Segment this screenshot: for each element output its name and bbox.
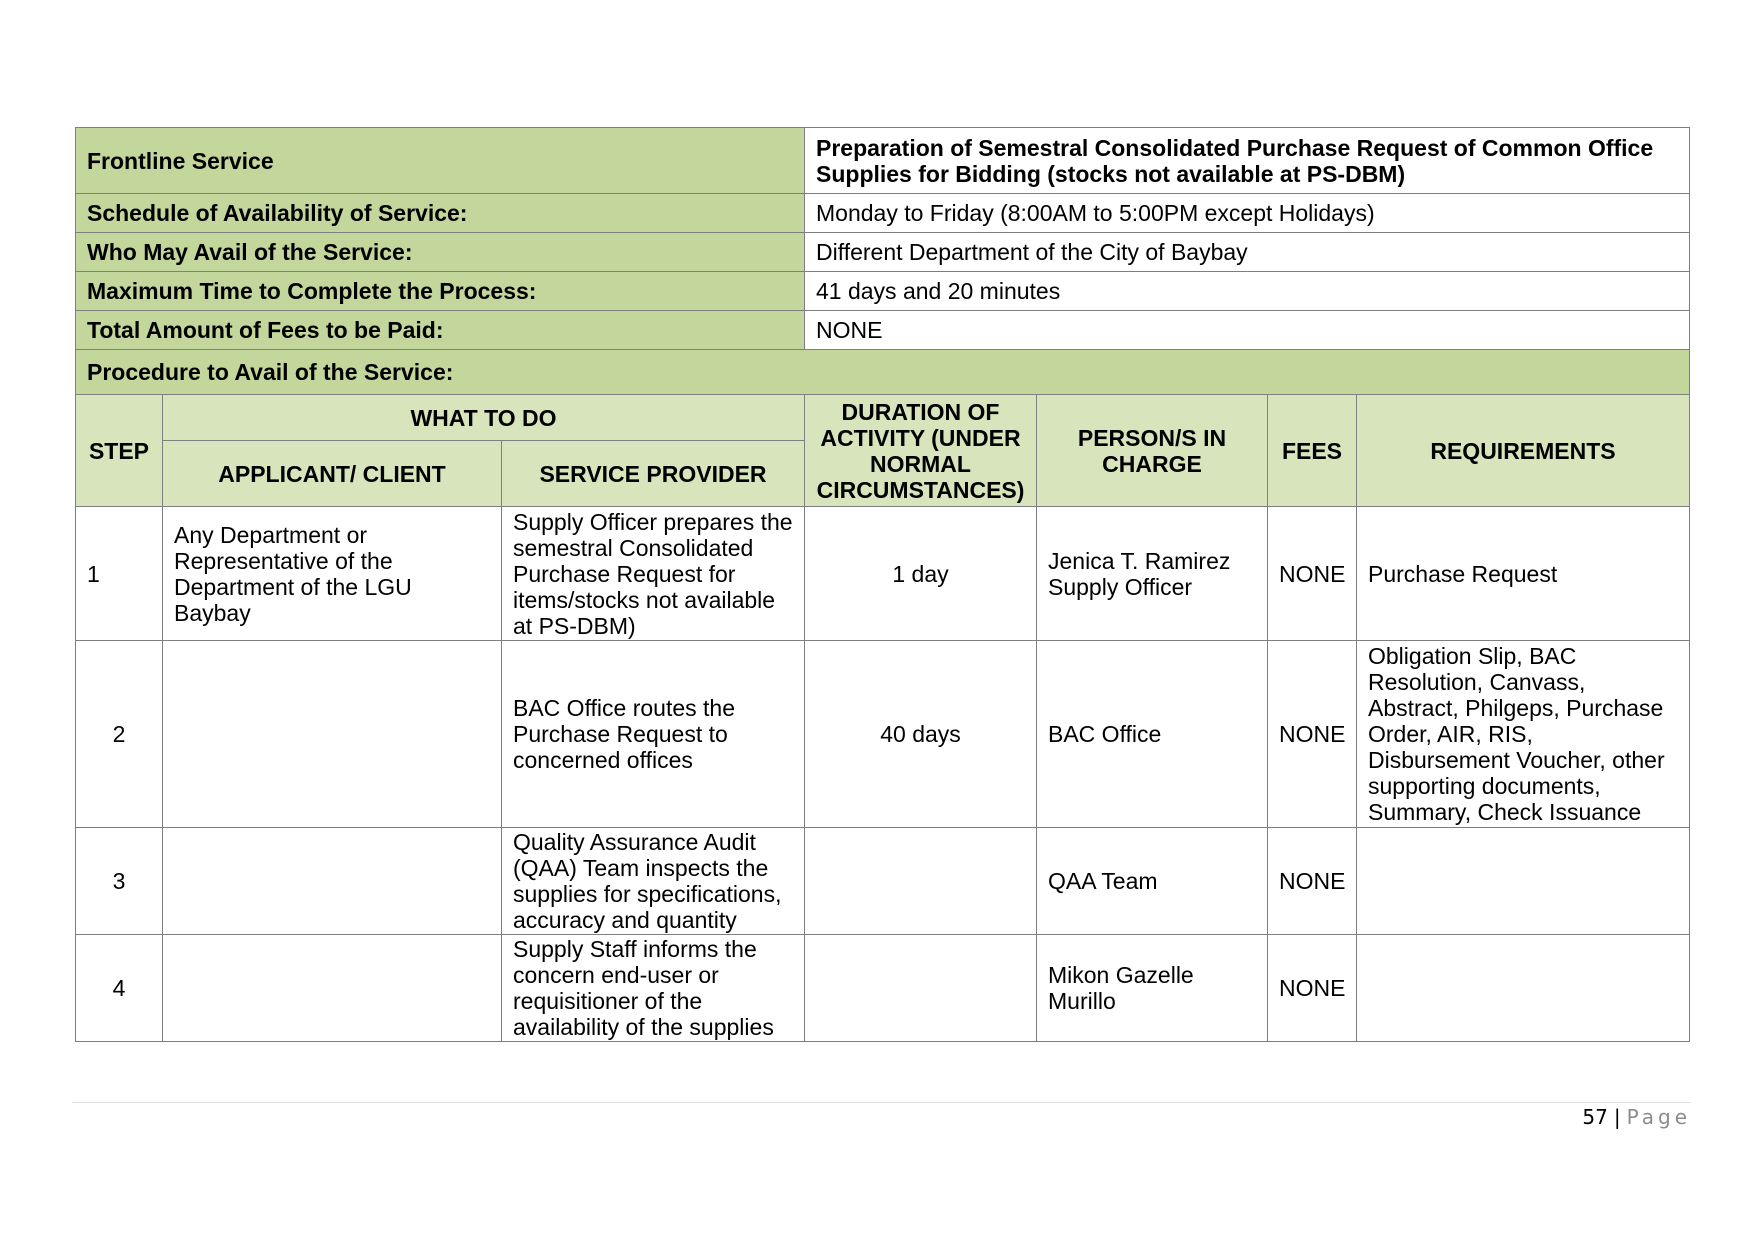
table-row <box>76 507 1690 641</box>
max-time-row <box>76 272 1690 311</box>
fees-value: NONE <box>1268 507 1357 641</box>
total-fees-value: NONE <box>805 311 1690 350</box>
procedure-label: Procedure to Avail of the Service: <box>76 350 1690 395</box>
person-in-charge: Jenica T. Ramirez Supply Officer <box>1037 507 1268 641</box>
step-header: STEP <box>76 395 163 507</box>
requirements-header: REQUIREMENTS <box>1357 395 1690 507</box>
provider-action: Supply Officer prepares the semestral Consolidated Purchase Request for items/stocks not available at PS-DBM) <box>502 507 805 641</box>
fees-value: NONE <box>1268 828 1357 935</box>
page-label: Page <box>1626 1105 1691 1129</box>
frontline-service-value: Preparation of Semestral Consolidated Purchase Request of Common Office Supplies for Bidding (stocks not available at PS-DBM) <box>805 128 1690 194</box>
requirements-value: Obligation Slip, BAC Resolution, Canvass, Abstract, Philgeps, Purchase Order, AIR, RIS, Disbursement Voucher, other supporting documents, Summary, Check Issuance <box>1357 641 1690 828</box>
table-row <box>76 935 1690 1042</box>
what-to-do-header: WHAT TO DO <box>163 395 805 441</box>
total-fees-row <box>76 311 1690 350</box>
footer-divider <box>72 1102 1691 1103</box>
applicant-action <box>163 828 502 935</box>
duration-header: DURATION OF ACTIVITY (UNDER NORMAL CIRCUMSTANCES) <box>805 395 1037 507</box>
applicant-action: Any Department or Representative of the Department of the LGU Baybay <box>163 507 502 641</box>
person-in-charge: BAC Office <box>1037 641 1268 828</box>
step-number: 3 <box>76 828 163 935</box>
provider-action: Quality Assurance Audit (QAA) Team inspects the supplies for specifications, accuracy and quantity <box>502 828 805 935</box>
fees-value: NONE <box>1268 935 1357 1042</box>
step-number: 2 <box>76 641 163 828</box>
provider-action: BAC Office routes the Purchase Request to concerned offices <box>502 641 805 828</box>
step-number: 4 <box>76 935 163 1042</box>
schedule-row <box>76 194 1690 233</box>
requirements-value: Purchase Request <box>1357 507 1690 641</box>
total-fees-label: Total Amount of Fees to be Paid: <box>76 311 805 350</box>
person-in-charge-header: PERSON/S IN CHARGE <box>1037 395 1268 507</box>
max-time-value: 41 days and 20 minutes <box>805 272 1690 311</box>
schedule-label: Schedule of Availability of Service: <box>76 194 805 233</box>
requirements-value <box>1357 828 1690 935</box>
fees-value: NONE <box>1268 641 1357 828</box>
schedule-value: Monday to Friday (8:00AM to 5:00PM except Holidays) <box>805 194 1690 233</box>
who-may-avail-label: Who May Avail of the Service: <box>76 233 805 272</box>
page-footer <box>1582 1105 1691 1129</box>
procedure-header-row <box>76 395 1690 441</box>
frontline-service-label: Frontline Service <box>76 128 805 194</box>
service-provider-header: SERVICE PROVIDER <box>502 441 805 507</box>
page-number: 57 <box>1582 1105 1608 1129</box>
person-in-charge: Mikon Gazelle Murillo <box>1037 935 1268 1042</box>
applicant-action <box>163 641 502 828</box>
frontline-service-row <box>76 128 1690 194</box>
who-may-avail-row <box>76 233 1690 272</box>
table-row <box>76 641 1690 828</box>
who-may-avail-value: Different Department of the City of Baybay <box>805 233 1690 272</box>
duration-value: 40 days <box>805 641 1037 828</box>
citizen-charter-table <box>75 127 1690 1042</box>
table-row <box>76 828 1690 935</box>
procedure-row <box>76 350 1690 395</box>
applicant-action <box>163 935 502 1042</box>
max-time-label: Maximum Time to Complete the Process: <box>76 272 805 311</box>
applicant-client-header: APPLICANT/ CLIENT <box>163 441 502 507</box>
provider-action: Supply Staff informs the concern end-user or requisitioner of the availability of the supplies <box>502 935 805 1042</box>
fees-header: FEES <box>1268 395 1357 507</box>
footer-separator: | <box>1613 1105 1621 1129</box>
duration-value: 1 day <box>805 507 1037 641</box>
step-number: 1 <box>76 507 163 641</box>
person-in-charge: QAA Team <box>1037 828 1268 935</box>
requirements-value <box>1357 935 1690 1042</box>
duration-value <box>805 828 1037 935</box>
duration-value <box>805 935 1037 1042</box>
